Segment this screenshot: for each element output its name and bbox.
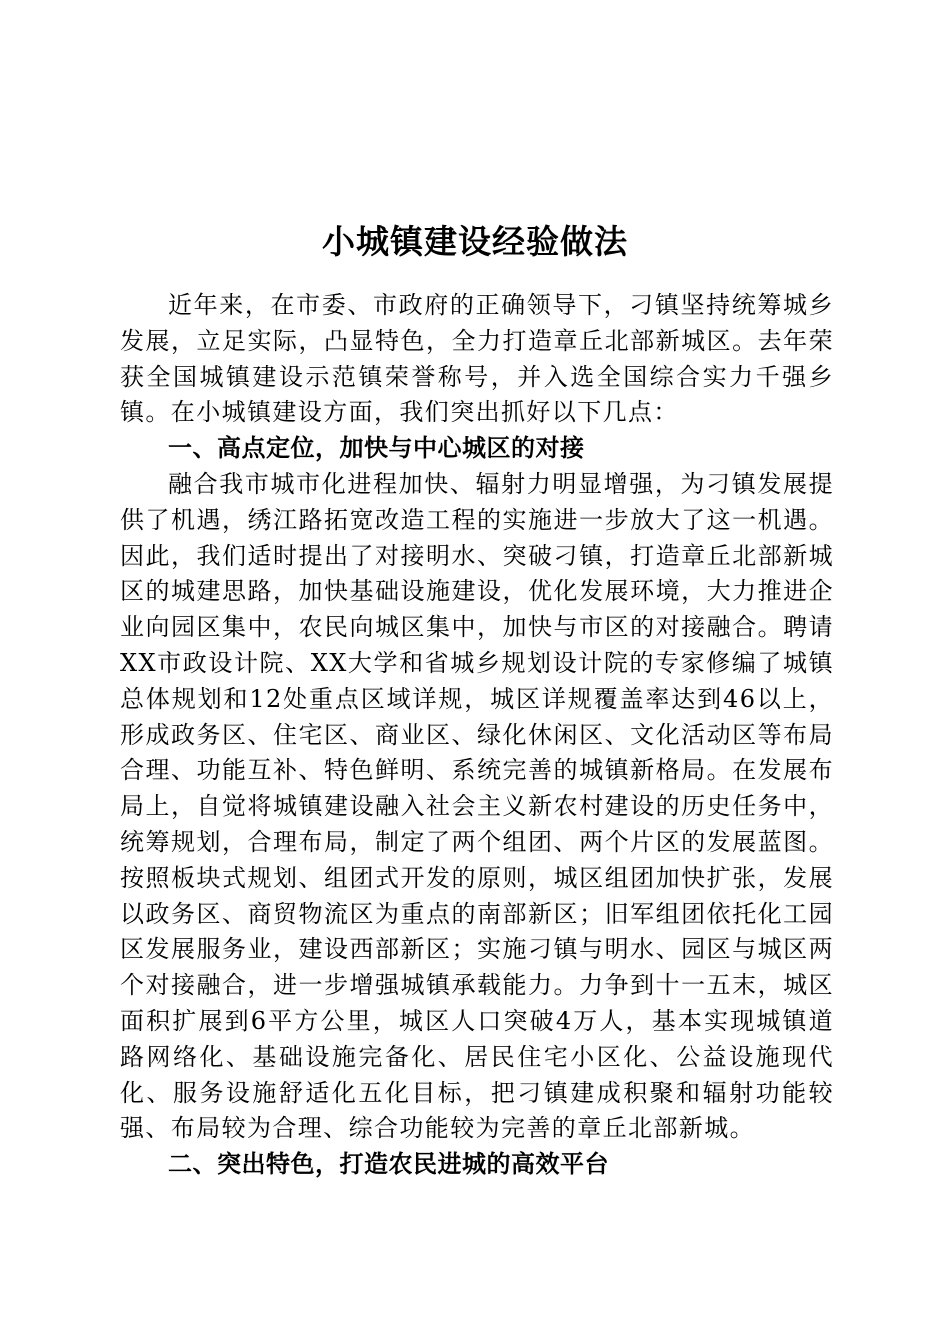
- section-2-heading: 二、突出特色，打造农民进城的高效平台: [168, 1150, 609, 1179]
- section-1-heading: 一、高点定位，加快与中心城区的对接: [168, 434, 585, 463]
- section-1-paragraph: 融合我市城市化进程加快、辐射力明显增强，为刁镇发展提供了机遇，绣江路拓宽改造工程的实施进一步放大了这一机遇。因此，我们适时提出了对接明水、突破刁镇，打造章丘北部新城区的城建思路，加快基础设施建设，优化发展环境，大力推进企业向园区集中，农民向城区集中，加快与市区的对接融合。聘请XX市政设计院、XX大学和省城乡规划设计院的专家修编了城镇总体规划和12处重点区域详规，城区详规覆盖率达到46以上，形成政务区、住宅区、商业区、绿化休闲区、文化活动区等布局合理、功能互补、特色鲜明、系统完善的城镇新格局。在发展布局上，自觉将城镇建设融入社会主义新农村建设的历史任务中，统筹规划，合理布局，制定了两个组团、两个片区的发展蓝图。按照板块式规划、组团式开发的原则，城区组团加快扩张，发展以政务区、商贸物流区为重点的南部新区；旧军组团依托化工园区发展服务业，建设西部新区；实施刁镇与明水、园区与城区两个对接融合，进一步增强城镇承载能力。力争到十一五末，城区面积扩展到6平方公里，城区人口突破4万人，基本实现城镇道路网络化、基础设施完备化、居民住宅小区化、公益设施现代化、服务设施舒适化五化目标，把刁镇建成积聚和辐射功能较强、布局较为合理、综合功能较为完善的章丘北部新城。: [120, 469, 834, 1143]
- document-body: [120, 288, 834, 1183]
- document-title: 小城镇建设经验做法: [322, 222, 628, 262]
- intro-paragraph: 近年来，在市委、市政府的正确领导下，刁镇坚持统筹城乡发展，立足实际，凸显特色，全力打造章丘北部新城区。去年荣获全国城镇建设示范镇荣誉称号，并入选全国综合实力千强乡镇。在小城镇建设方面，我们突出抓好以下几点：: [120, 291, 834, 427]
